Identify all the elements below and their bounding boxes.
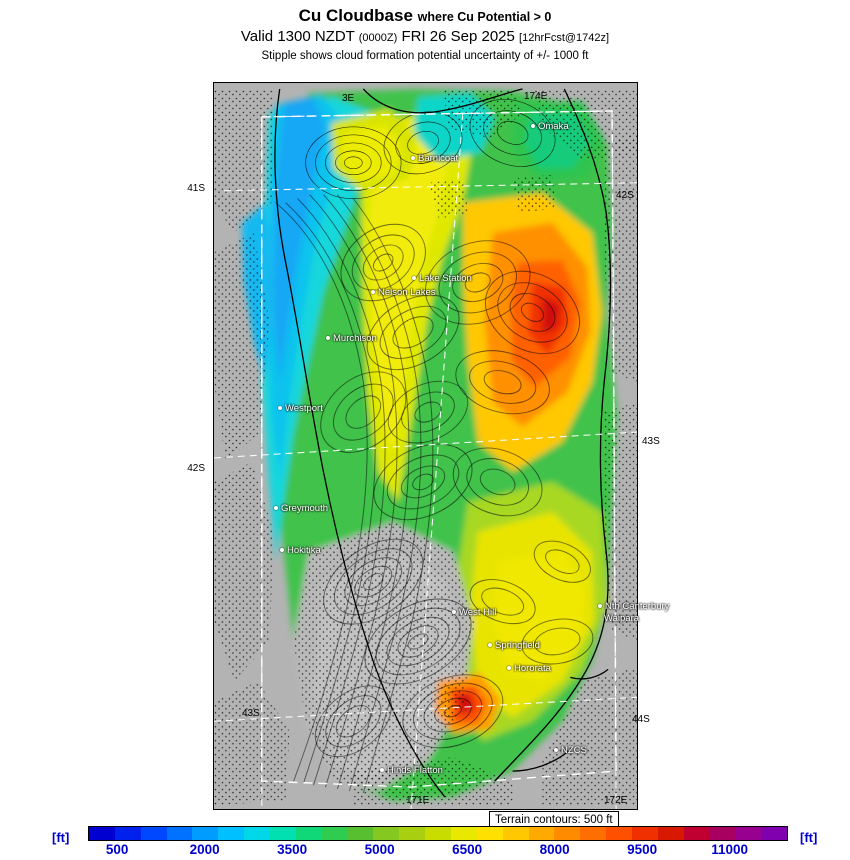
colorbar-tick-label: 2000	[189, 842, 220, 857]
place-name: Omaka	[538, 121, 569, 132]
colorbar-swatch	[115, 827, 141, 840]
colorbar-swatch	[399, 827, 425, 840]
grid-label-inside: 172E	[604, 795, 628, 806]
colorbar-swatch	[503, 827, 529, 840]
colorbar-tick-label: 6500	[452, 842, 483, 857]
place-name: Springfield	[495, 640, 540, 651]
place-name: Waipara	[604, 613, 640, 624]
colorbar-unit-left: [ft]	[52, 830, 70, 845]
colorbar-swatch	[348, 827, 374, 840]
colorbar-swatch	[218, 827, 244, 840]
colorbar-swatch	[580, 827, 606, 840]
colorbar-swatch	[192, 827, 218, 840]
colorbar-tick-label: 8000	[539, 842, 570, 857]
grid-label-right: 44S	[632, 714, 650, 725]
colorbar-swatch	[296, 827, 322, 840]
grid-label-left: 43S	[242, 708, 260, 719]
place-name: Hororata	[514, 663, 551, 674]
chart-title	[0, 6, 850, 27]
colorbar-ticklabels	[88, 842, 788, 860]
place-name: Westport	[285, 403, 323, 414]
colorbar-swatch	[735, 827, 761, 840]
terrain-contour-legend: Terrain contours: 500 ft	[489, 811, 619, 831]
colorbar-tick-label: 3500	[277, 842, 308, 857]
colorbar-swatch	[244, 827, 270, 840]
colorbar-swatch	[425, 827, 451, 840]
place-name: Nth Canterbury	[605, 601, 670, 612]
grid-label-left: 41S	[187, 183, 205, 194]
colorbar-swatch	[89, 827, 115, 840]
colorbar-swatch	[606, 827, 632, 840]
valid-date: FRI 26 Sep 2025	[401, 28, 515, 45]
place-name: Hokitika	[287, 545, 321, 556]
chart-subtitle: Stipple shows cloud formation potential uncertainty of +/- 1000 ft	[261, 50, 589, 62]
colorbar-gradient	[88, 826, 788, 841]
colorbar-swatch	[322, 827, 348, 840]
grid-label-right: 42S	[616, 190, 634, 201]
colorbar-swatch	[632, 827, 658, 840]
colorbar-swatch	[373, 827, 399, 840]
grid-label-inside: 3E	[342, 93, 355, 104]
colorbar-legend	[0, 824, 850, 860]
colorbar-tick-label: 5000	[364, 842, 395, 857]
colorbar-swatch	[270, 827, 296, 840]
title-block	[0, 0, 850, 64]
grid-label-inside: 171E	[406, 795, 430, 806]
place-name: NZCS	[561, 745, 587, 756]
colorbar-tick-label: 500	[105, 842, 129, 857]
forecast-tag: [12hrFcst@1742z]	[519, 32, 610, 44]
valid-time-utc: (0000Z)	[358, 32, 398, 44]
colorbar-tick-label: 11000	[711, 842, 749, 857]
valid-time: Valid 1300 NZDT	[240, 28, 355, 45]
colorbar-swatch	[761, 827, 787, 840]
colorbar-swatch	[554, 827, 580, 840]
place-name: West Hill	[459, 607, 497, 618]
place-name: Hinds Flatton	[387, 765, 443, 776]
colorbar-swatch	[684, 827, 710, 840]
grid-label-left: 42S	[187, 463, 205, 474]
place-name: Murchison	[333, 333, 377, 344]
chart-validity	[0, 27, 850, 48]
place-name: Lake Station	[419, 273, 472, 284]
colorbar-swatch	[451, 827, 477, 840]
place-name: Nelson Lakes	[378, 287, 436, 298]
grid-label-inside: 174E	[524, 91, 548, 102]
colorbar-swatch	[710, 827, 736, 840]
colorbar-unit-right: [ft]	[800, 830, 818, 845]
colorbar-tick-label: 9500	[627, 842, 658, 857]
colorbar-swatch	[167, 827, 193, 840]
colorbar-swatch	[477, 827, 503, 840]
place-name: Greymouth	[281, 503, 328, 514]
place-name: Barnicoat	[418, 153, 459, 164]
grid-label-right: 43S	[642, 436, 660, 447]
colorbar-swatch	[529, 827, 555, 840]
chart-title-main: Cu Cloudbase	[298, 6, 413, 25]
chart-title-condition: where Cu Potential > 0	[417, 10, 552, 24]
colorbar-swatch	[141, 827, 167, 840]
colorbar-swatch	[658, 827, 684, 840]
